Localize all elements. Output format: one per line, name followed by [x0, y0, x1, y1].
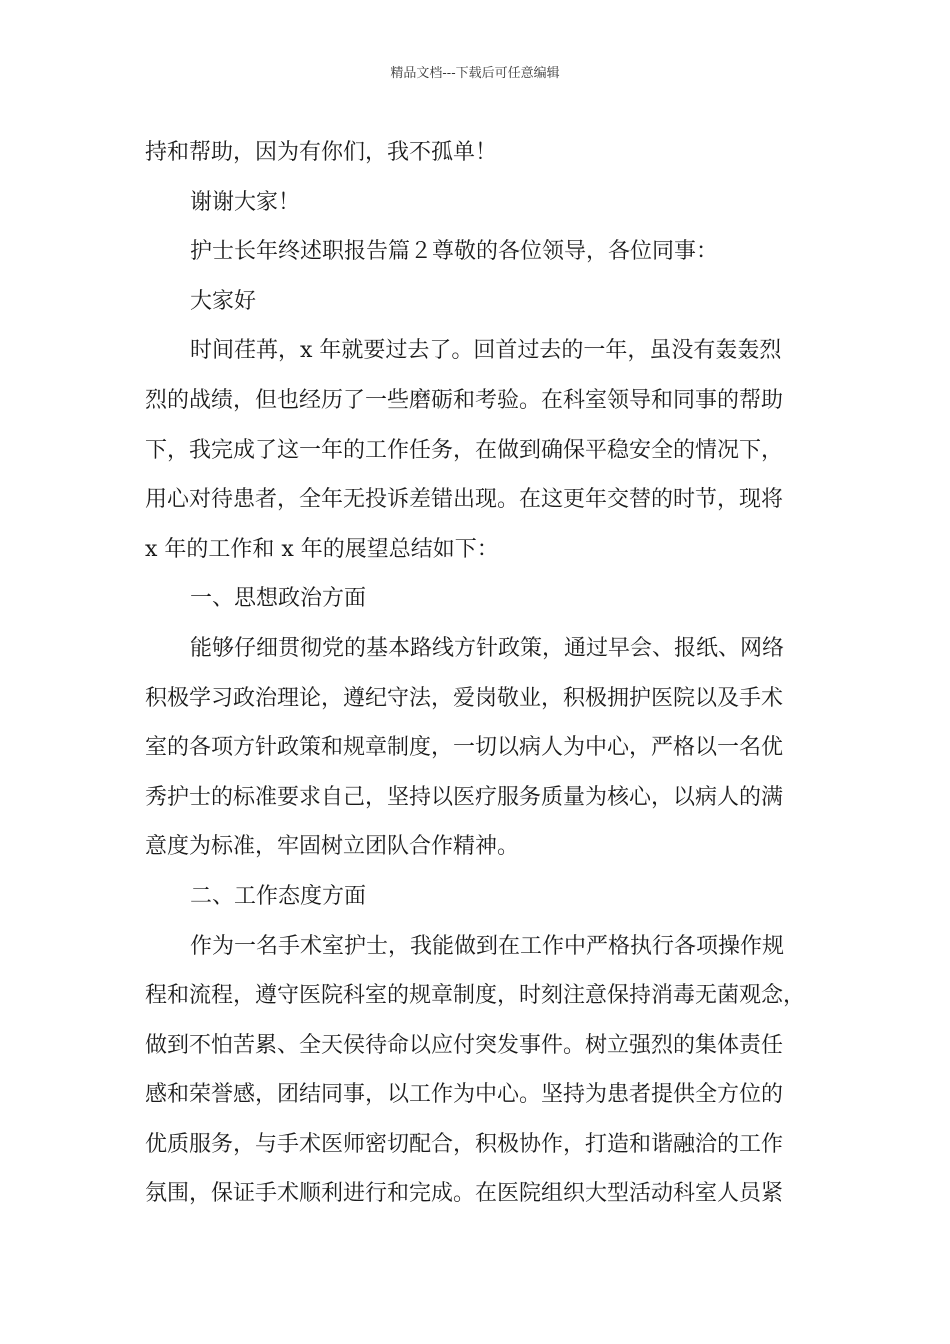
text-line: 做到不怕苦累、全天侯待命以应付突发事件。树立强烈的集体责任 — [145, 1032, 784, 1058]
text-line: 用心对待患者，全年无投诉差错出现。在这更年交替的时节，现将 — [145, 487, 784, 513]
text-line: 一、思想政治方面 — [190, 586, 367, 612]
text-line: 谢谢大家！ — [190, 189, 301, 215]
text-line: 优质服务，与手术医师密切配合，积极协作，打造和谐融洽的工作 — [145, 1131, 784, 1157]
text-line: 下，我完成了这一年的工作任务，在做到确保平稳安全的情况下， — [145, 437, 784, 463]
text-line: 持和帮助，因为有你们，我不孤单！ — [145, 140, 498, 165]
page-header: 精品文档---下载后可任意编辑 — [390, 66, 560, 81]
text-line: 秀护士的标准要求自己，坚持以医疗服务质量为核心，以病人的满 — [145, 784, 784, 810]
text-line: 意度为标准，牢固树立团队合作精神。 — [145, 834, 520, 860]
text-line: 室的各项方针政策和规章制度，一切以病人为中心，严格以一名优 — [145, 735, 784, 761]
text-line: 氛围，保证手术顺利进行和完成。在医院组织大型活动科室人员紧 — [145, 1181, 784, 1207]
text-line: 感和荣誉感，团结同事，以工作为中心。坚持为患者提供全方位的 — [145, 1082, 784, 1108]
text-line: 程和流程，遵守医院科室的规章制度，时刻注意保持消毒无菌观念， — [145, 983, 806, 1009]
text-line: 能够仔细贯彻党的基本路线方针政策，通过早会、报纸、网络 — [190, 635, 785, 661]
text-line: x 年的工作和 x 年的展望总结如下： — [145, 536, 499, 562]
text-line: 积极学习政治理论，遵纪守法，爱岗敬业，积极拥护医院以及手术 — [145, 685, 784, 711]
text-line: 时间荏苒，x 年就要过去了。回首过去的一年，虽没有轰轰烈 — [190, 338, 782, 364]
text-line: 大家好 — [190, 288, 257, 314]
text-line: 二、工作态度方面 — [190, 883, 367, 909]
text-line: 护士长年终述职报告篇２尊敬的各位领导，各位同事： — [190, 239, 719, 265]
text-line: 作为一名手术室护士，我能做到在工作中严格执行各项操作规 — [190, 933, 785, 959]
document-body — [145, 128, 815, 1219]
text-line: 烈的战绩，但也经历了一些磨砺和考验。在科室领导和同事的帮助 — [145, 387, 784, 413]
